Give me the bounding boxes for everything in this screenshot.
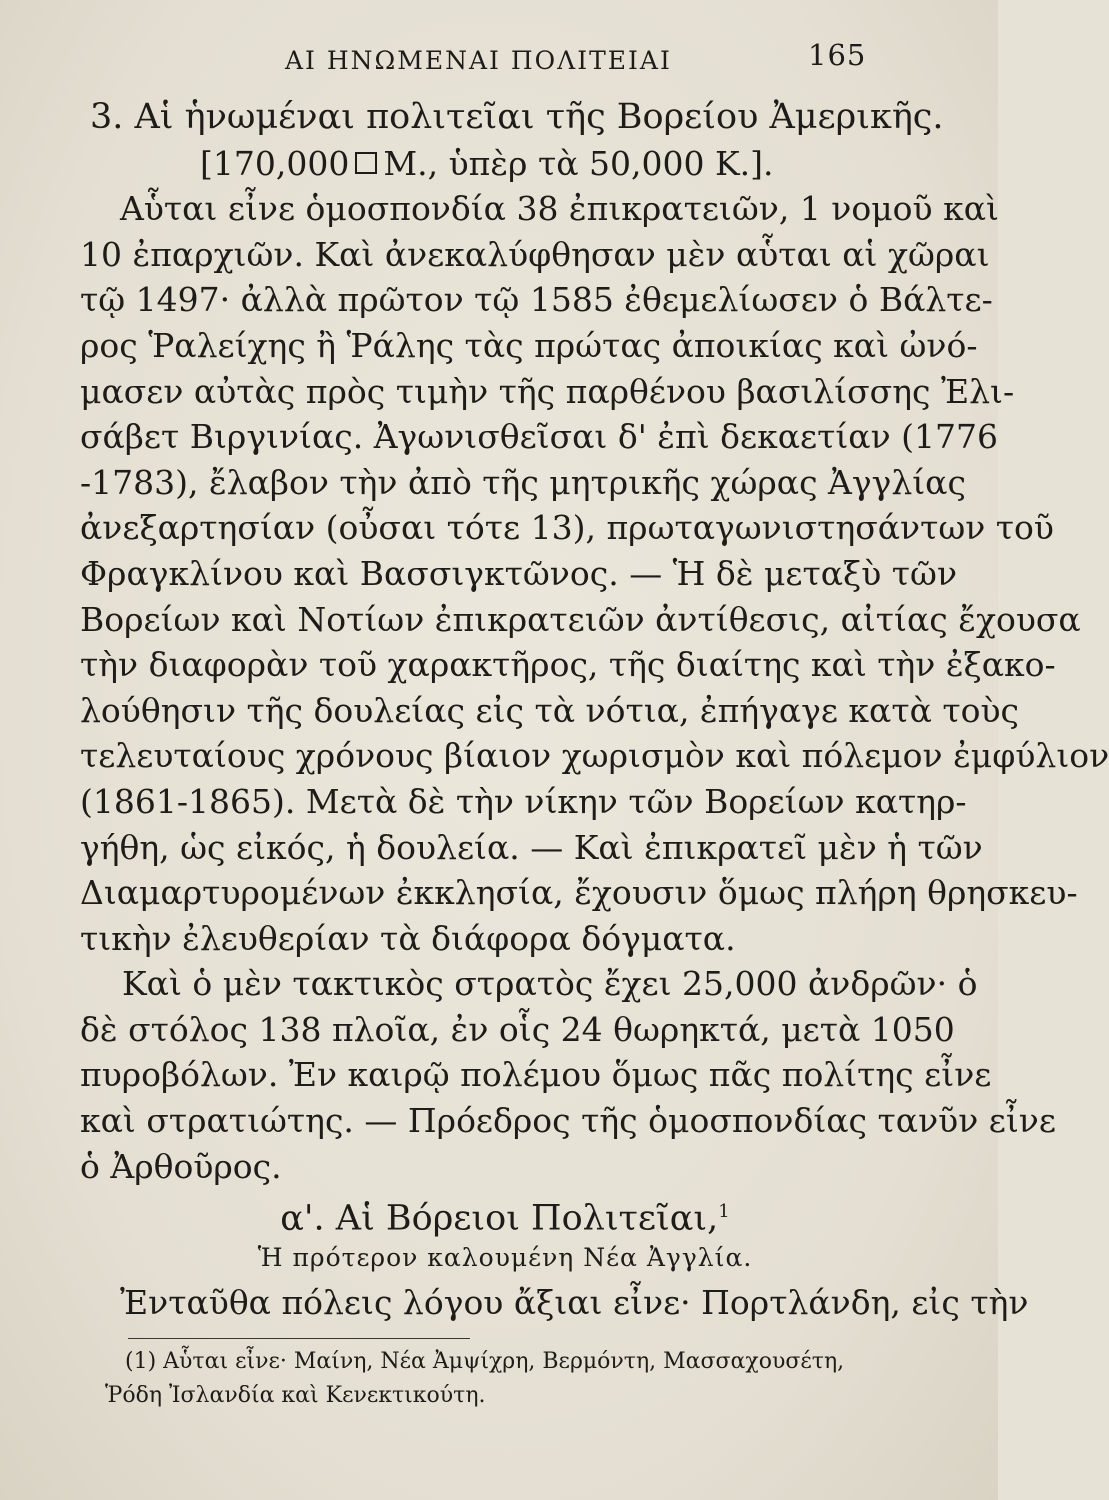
text-line: δὲ στόλος 138 πλοῖα, ἐν οἷς 24 θωρηκτά, μετὰ 1050 [80,1009,955,1049]
text-line: καὶ στρατιώτης. — Πρόεδρος τῆς ὁμοσπονδίας τανῦν εἶνε [80,1101,1056,1141]
text-line: Φραγκλίνου καὶ Βασσιγκτῶνος. — Ἡ δὲ μεταξὺ τῶν [80,553,958,593]
text-line: σάβετ Βιργινίας. Ἀγωνισθεῖσαι δ' ἐπὶ δεκαετίαν (1776 [80,417,998,457]
population-line [80,141,890,187]
text-line: Ἐνταῦθα πόλεις λόγου ἄξιαι εἶνε· Πορτλάνδη, εἰς τὴν [120,1283,1029,1323]
paragraph-1 [80,186,1109,961]
subsection-title [80,1189,890,1239]
page-header [0,38,998,78]
footnote-marker: 1 [718,1201,730,1223]
text-line: ρος Ῥαλείχης ἢ Ῥάλης τὰς πρώτας ἀποικίας καὶ ὠνό- [80,325,978,365]
text-line: γήθη, ὡς εἰκός, ἡ δουλεία. — Καὶ ἐπικρατεῖ μὲν ἡ τῶν [80,827,983,867]
footnote [105,1345,895,1413]
text-line: Βορείων καὶ Νοτίων ἐπικρατειῶν ἀντίθεσις, αἰτίας ἔχουσα [80,599,1081,639]
footnote-divider [128,1338,470,1339]
page-number: 165 [808,38,867,72]
text-line: Αὗται εἶνε ὁμοσπονδία 38 ἐπικρατειῶν, 1 νομοῦ καὶ [120,189,999,229]
subsection-title-text: α'. Αἱ Βόρειοι Πολιτεῖαι, [280,1198,719,1239]
section-title: 3. Αἱ ἡνωμέναι πολιτεῖαι τῆς Βορείου Ἀμερικῆς. [90,97,944,137]
main-text [80,95,1109,1326]
population-after: M., ὑπὲρ τὰ 50,000 K.]. [383,143,774,183]
text-line: λούθησιν τῆς δουλείας εἰς τὰ νότια, ἐπήγαγε κατὰ τοὺς [80,690,1020,730]
text-line: (1861-1865). Μετὰ δὲ τὴν νίκην τῶν Βορείων κατηρ- [80,781,967,821]
text-line: Διαμαρτυρομένων ἐκκλησία, ἔχουσιν ὅμως πλήρη θρησκευ- [80,873,1078,913]
text-line: μασεν αὐτὰς πρὸς τιμὴν τῆς παρθένου βασιλίσσης Ἐλι- [80,371,1015,411]
text-line: Καὶ ὁ μὲν τακτικὸς στρατὸς ἔχει 25,000 ἀνδρῶν· ὁ [122,964,978,1004]
text-line: τελευταίους χρόνους βίαιον χωρισμὸν καὶ πόλεμον ἐμφύλιον [80,736,1109,776]
population-before: [170,000 [200,143,350,183]
running-title: ΑΙ ΗΝΩΜΕΝΑΙ ΠΟΛΙΤΕΙΑΙ [285,46,672,75]
square-symbol-icon [355,152,377,174]
text-line: τὴν διαφορὰν τοῦ χαρακτῆρος, τῆς διαίτης καὶ τὴν ἐξακο- [80,645,1056,685]
text-line: ἀνεξαρτησίαν (οὖσαι τότε 13), πρωταγωνιστησάντων τοῦ [80,508,1054,548]
text-line: πυροβόλων. Ἐν καιρῷ πολέμου ὅμως πᾶς πολίτης εἶνε [80,1055,992,1095]
text-line: -1783), ἔλαβον τὴν ἀπὸ τῆς μητρικῆς χώρας Ἀγγλίας [80,462,966,502]
text-line: τῷ 1497· ἀλλὰ πρῶτον τῷ 1585 ἐθεμελίωσεν ὁ Βάλτε- [80,280,993,320]
paragraph-2 [80,961,1056,1189]
text-line: τικὴν ἐλευθερίαν τὰ διάφορα δόγματα. [80,918,736,958]
footnote-line: Ῥόδη Ἰσλανδία καὶ Κενεκτικούτη. [105,1383,486,1408]
subsection-subtitle: Ἡ πρότερον καλουμένη Νέα Ἀγγλία. [257,1242,753,1272]
text-line: ὁ Ἀρθοῦρος. [80,1146,282,1186]
footnote-line: (1) Αὗται εἶνε· Μαίνη, Νέα Ἀμψίχρη, Βερμόντη, Μασσαχουσέτη, [125,1349,845,1374]
text-line: 10 ἐπαρχιῶν. Καὶ ἀνεκαλύφθησαν μὲν αὗται αἱ χῶραι [80,234,990,274]
